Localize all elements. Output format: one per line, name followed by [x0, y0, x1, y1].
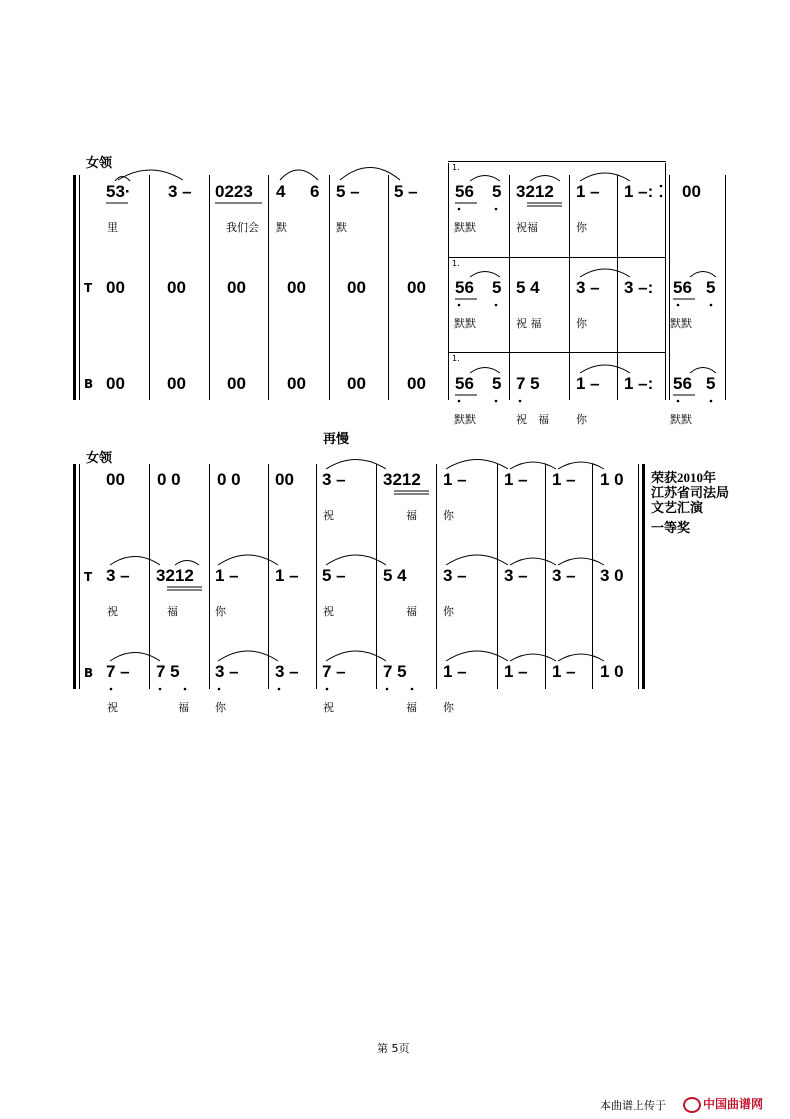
slur — [218, 651, 278, 661]
note: 5 — [706, 278, 716, 297]
footer-logo — [683, 1095, 763, 1113]
slur — [558, 654, 604, 661]
note: 00 — [106, 374, 125, 393]
lyric: 祝 — [323, 509, 334, 522]
note: 0 0 — [217, 470, 241, 489]
volta-number: 1. — [452, 354, 460, 363]
slur — [110, 653, 160, 662]
note: 1 –: — [624, 374, 654, 393]
slur — [110, 557, 160, 566]
lead-voice-label: 女领 — [86, 155, 113, 170]
note: 56 — [673, 374, 692, 393]
note: 00 — [227, 374, 246, 393]
volta-number: 1. — [452, 259, 460, 268]
lyric: 祝 — [107, 605, 118, 618]
note: 3 – — [576, 278, 600, 297]
tenor-label: T — [84, 281, 93, 295]
tenor-label: T — [84, 570, 93, 584]
note: 00 — [227, 278, 246, 297]
slur — [470, 272, 500, 278]
note: 00 — [167, 374, 186, 393]
note: 3 – — [443, 566, 467, 585]
slur — [340, 168, 400, 181]
octave-dot — [710, 304, 713, 307]
note: 56 — [455, 182, 474, 201]
note: 3 – — [215, 662, 239, 681]
note: 56 — [455, 374, 474, 393]
note: 00 — [347, 374, 366, 393]
lyric: 你 — [443, 605, 454, 618]
note: 3 0 — [600, 566, 624, 585]
note: 00 — [407, 278, 426, 297]
note: 3212 — [383, 470, 421, 489]
footer-upload-text: 本曲谱上传于 — [600, 1099, 666, 1112]
slur — [446, 460, 508, 470]
note: 00 — [106, 278, 125, 297]
octave-dot — [159, 688, 162, 691]
slur — [175, 561, 199, 566]
note: 1 – — [504, 470, 528, 489]
lyric: 默默 — [454, 317, 476, 330]
logo-icon — [683, 1097, 701, 1113]
lyric: 你 — [215, 605, 226, 618]
octave-dot — [458, 304, 461, 307]
lyric: 祝 — [323, 605, 334, 618]
octave-dot — [110, 688, 113, 691]
lyric: 祝福 — [516, 221, 538, 234]
note: 5 — [492, 182, 502, 201]
note: 6 — [310, 182, 320, 201]
lyric: 你 — [443, 509, 454, 522]
lyric: 默默 — [454, 413, 476, 426]
note: 00 — [287, 374, 306, 393]
note: 5 4 — [516, 278, 540, 297]
slur — [470, 176, 500, 182]
octave-dot — [458, 208, 461, 211]
octave-dot — [495, 400, 498, 403]
octave-dot — [519, 400, 522, 403]
slur — [280, 170, 318, 180]
octave-dot — [495, 304, 498, 307]
note: 00 — [407, 374, 426, 393]
note: 56 — [455, 278, 474, 297]
note: 00 — [682, 182, 701, 201]
octave-dot — [278, 688, 281, 691]
note: 1 –: — [624, 182, 654, 201]
slur — [580, 173, 630, 181]
logo-text: 中国曲谱网 — [703, 1097, 764, 1111]
lyric: 里 — [107, 221, 118, 234]
note: 5 — [492, 278, 502, 297]
tempo-marking: 再慢 — [323, 431, 350, 446]
lyric: 祝 — [107, 701, 118, 714]
lyric: 默 — [336, 221, 347, 234]
note: 4 — [276, 182, 286, 201]
octave-dot — [386, 688, 389, 691]
lyric: 默 — [276, 221, 287, 234]
award-line: 江苏省司法局 — [651, 485, 730, 500]
note: 1 – — [443, 662, 467, 681]
note: 1 – — [443, 470, 467, 489]
lyric: 默默 — [670, 413, 692, 426]
note: 56 — [673, 278, 692, 297]
note: 5 4 — [383, 566, 407, 585]
note: 5 — [492, 374, 502, 393]
note: 1 – — [275, 566, 299, 585]
note: 5 – — [336, 182, 360, 201]
lyric: 福 — [406, 509, 417, 522]
slur — [558, 462, 604, 469]
note: 0 0 — [157, 470, 181, 489]
note: 3212 — [516, 182, 554, 201]
slur — [446, 651, 508, 661]
note: 3212 — [156, 566, 194, 585]
award-line: 文艺汇演 — [651, 500, 704, 515]
lyric: 默默 — [670, 317, 692, 330]
lyric: 你 — [576, 317, 587, 330]
note: 1 – — [552, 662, 576, 681]
note: 1 – — [576, 182, 600, 201]
octave-dot — [677, 400, 680, 403]
lyric: 你 — [576, 221, 587, 234]
octave-dot — [710, 400, 713, 403]
note: 3 – — [504, 566, 528, 585]
octave-dot — [495, 208, 498, 211]
lyric: 我们会 — [226, 221, 259, 234]
lyric: 默默 — [454, 221, 476, 234]
note: 5 – — [322, 566, 346, 585]
slur — [446, 555, 508, 565]
note: 7 5 — [516, 374, 540, 393]
lyric: 福 — [538, 413, 549, 426]
octave-dot — [218, 688, 221, 691]
page-number: 第 5页 — [377, 1042, 410, 1055]
note: 00 — [347, 278, 366, 297]
note: 00 — [167, 278, 186, 297]
slur — [326, 460, 386, 470]
slur — [510, 654, 556, 661]
award-line: 一等奖 — [651, 520, 691, 535]
note: 5 — [706, 374, 716, 393]
slur — [580, 269, 630, 277]
slur — [510, 462, 556, 469]
note: 3 – — [106, 566, 130, 585]
bass-label: B — [84, 666, 94, 680]
octave-dot — [458, 400, 461, 403]
slur — [326, 555, 386, 565]
lyric: 你 — [443, 701, 454, 714]
octave-dot — [677, 304, 680, 307]
note: 3 –: — [624, 278, 654, 297]
note: 1 – — [576, 374, 600, 393]
note: 53· — [106, 182, 131, 201]
note: 3 – — [552, 566, 576, 585]
award-line: 荣获2010年 — [651, 470, 717, 485]
note: 1 0 — [600, 470, 624, 489]
lyric: 福 — [178, 701, 189, 714]
note: 1 – — [552, 470, 576, 489]
note: 7 5 — [383, 662, 407, 681]
repeat-dot — [660, 195, 663, 198]
slur — [530, 176, 560, 182]
note: 7 – — [106, 662, 130, 681]
slur — [218, 555, 278, 565]
slur — [690, 368, 716, 374]
lyric: 祝 — [516, 413, 527, 426]
slur — [580, 365, 630, 373]
note: 1 0 — [600, 662, 624, 681]
note: 1 – — [215, 566, 239, 585]
slur — [510, 558, 556, 565]
lead-voice-label: 女领 — [86, 450, 113, 465]
note: 3 – — [168, 182, 192, 201]
lyric: 祝 — [323, 701, 334, 714]
octave-dot — [411, 688, 414, 691]
octave-dot — [184, 688, 187, 691]
slur — [470, 368, 500, 374]
slur — [690, 272, 716, 278]
note: 3 – — [322, 470, 346, 489]
note: 7 5 — [156, 662, 180, 681]
lyric: 祝 福 — [516, 317, 542, 330]
slur — [558, 558, 604, 565]
note: 5 – — [394, 182, 418, 201]
note: 00 — [106, 470, 125, 489]
lyric: 福 — [167, 605, 178, 618]
lyric: 你 — [576, 413, 587, 426]
bass-label: B — [84, 377, 94, 391]
note: 0223 — [215, 182, 253, 201]
note: 00 — [287, 278, 306, 297]
slur — [326, 651, 386, 661]
note: 1 – — [504, 662, 528, 681]
volta-number: 1. — [452, 163, 460, 172]
octave-dot — [326, 688, 329, 691]
lyric: 福 — [406, 605, 417, 618]
note: 7 – — [322, 662, 346, 681]
note: 00 — [275, 470, 294, 489]
repeat-dot — [660, 185, 663, 188]
lyric: 福 — [406, 701, 417, 714]
note: 3 – — [275, 662, 299, 681]
lyric: 你 — [215, 701, 226, 714]
